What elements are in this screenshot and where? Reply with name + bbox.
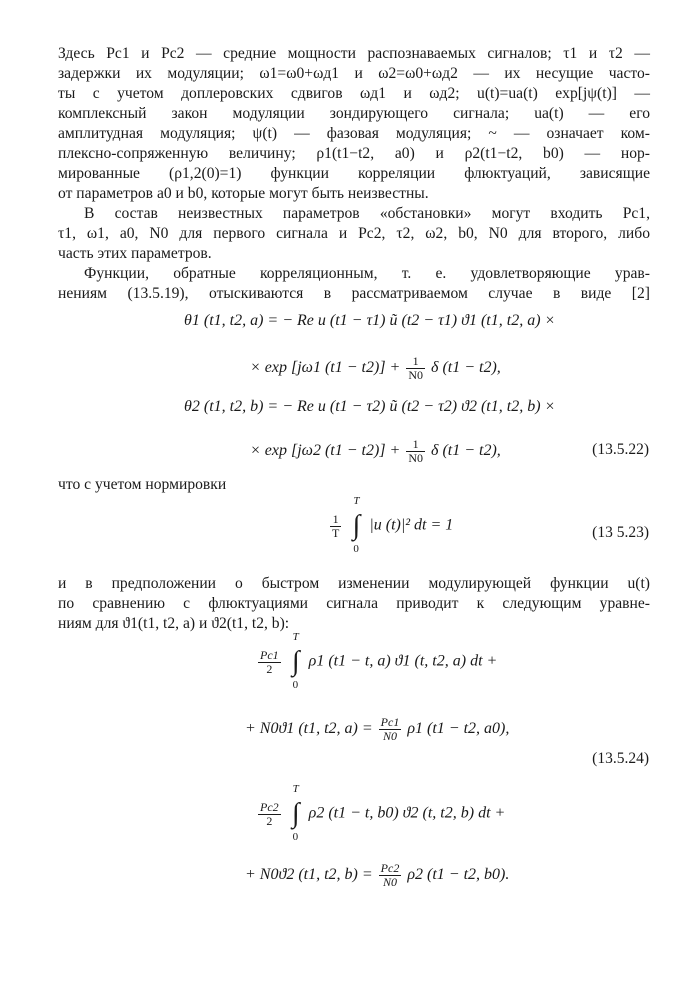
fraction-Pc2-over-2: $\frac{Pс2}{2}$ — [260, 799, 279, 828]
equation-24-line4: + N0ϑ2 (t1, t2, b) = $\frac{Pс2}{N0}$ ρ2 (t1 − t2, b0). — [245, 861, 510, 889]
text-line: по сравнению с флюктуациями сигнала приводит к следующим уравне- — [58, 595, 650, 612]
text-line: Функции, обратные корреляционным, т. е. удовлетворяющие урав- — [84, 265, 650, 282]
fraction-one-over-N0: $\frac{1}{N0}$ — [408, 437, 424, 465]
text-normalization: что с учетом нормировки — [58, 476, 227, 493]
integral-sign: ∫ T 0 — [291, 783, 300, 843]
text-line: ты с учетом доплеровских сдвигов ωд1 и ωд2; u(t)=ua(t) exp[jψ(t)] — — [58, 85, 650, 102]
text-line: комплексный закон модуляции зондирующего сигнала; ua(t) — его — [58, 105, 650, 122]
text-line: τ1, ω1, a0, N0 для первого сигнала и Pс2, τ2, ω2, b0, N0 для второго, либо — [58, 225, 650, 242]
equation-theta1-line2: × exp [jω1 (t1 − t2)] + $\frac{1}{N0}$ δ (t1 − t2), — [250, 354, 501, 382]
paragraph-inverse-functions — [58, 264, 650, 304]
paragraph-unknown-parameters — [58, 204, 650, 264]
integral-sign: ∫ T 0 — [352, 495, 361, 555]
fraction-Pc1-over-2: $\frac{Pс1}{2}$ — [260, 647, 279, 676]
text-line: от параметров a0 и b0, которые могут быть неизвестны. — [58, 185, 429, 202]
equation-number-24: (13.5.24) — [592, 750, 649, 767]
fraction-Pc1-over-N0: $\frac{Pс1}{N0}$ — [380, 715, 400, 743]
text-line: В состав неизвестных параметров «обстановки» могут входить Pс1, — [84, 205, 650, 222]
equation-24-line2: + N0ϑ1 (t1, t2, a) = $\frac{Pс1}{N0}$ ρ1 (t1 − t2, a0), — [245, 715, 510, 743]
text-line: плексно-сопряженную величину; ρ1(t1−t2, a0) и ρ2(t1−t2, b0) — нор- — [58, 145, 650, 162]
paragraph-assumption — [58, 574, 650, 634]
text-line: ниям для ϑ1(t1, t2, a) и ϑ2(t1, t2, b): — [58, 615, 290, 632]
equation-theta1-line1: θ1 (t1, t2, a) = − Re u (t1 − τ1) ũ (t2 − τ1) ϑ1 (t1, t2, a) × — [184, 312, 556, 329]
fraction-one-over-N0: $\frac{1}{N0}$ — [408, 354, 424, 382]
text-line: и в предположении о быстром изменении модулирующей функции u(t) — [58, 575, 650, 592]
text-line: Здесь Pс1 и Pс2 — средние мощности распознаваемых сигналов; τ1 и τ2 — — [58, 45, 650, 62]
equation-24-line1: $\frac{Pс1}{2}$ ∫ T 0 ρ1 (t1 − t, a) ϑ1 (t, t2, a) dt + — [260, 631, 498, 691]
integral-sign: ∫ T 0 — [291, 631, 300, 691]
paragraph-definitions — [58, 44, 650, 204]
equation-theta2-line1: θ2 (t1, t2, b) = − Re u (t1 − τ2) ũ (t2 − τ2) ϑ2 (t1, t2, b) × — [184, 398, 556, 415]
equation-number-22: (13.5.22) — [592, 441, 649, 458]
text-line: мированные (ρ1,2(0)=1) функции корреляции флюктуаций, зависящие — [58, 165, 650, 182]
text-line: амплитудная модуляция; ψ(t) — фазовая модуляция; ~ — означает ком- — [58, 125, 650, 142]
equation-theta2-line2: × exp [jω2 (t1 − t2)] + $\frac{1}{N0}$ δ (t1 − t2), — [250, 437, 501, 465]
equation-24-line3: $\frac{Pс2}{2}$ ∫ T 0 ρ2 (t1 − t, b0) ϑ2 (t, t2, b) dt + — [260, 783, 506, 843]
text-line: нениям (13.5.19), отыскиваются в рассматриваемом случае в виде [2] — [58, 285, 650, 302]
text-line: часть этих параметров. — [58, 245, 212, 262]
fraction-one-over-T: $\frac{1}{T}$ — [332, 511, 340, 540]
text-line: задержки их модуляции; ω1=ω0+ωд1 и ω2=ω0+ωд2 — их несущие часто- — [58, 65, 650, 82]
equation-number-23: (13 5.23) — [592, 524, 649, 541]
equation-normalization: $\frac{1}{T}$ ∫ T 0 |u (t)|² dt = 1 — [332, 495, 454, 555]
fraction-Pc2-over-N0: $\frac{Pс2}{N0}$ — [380, 861, 400, 889]
